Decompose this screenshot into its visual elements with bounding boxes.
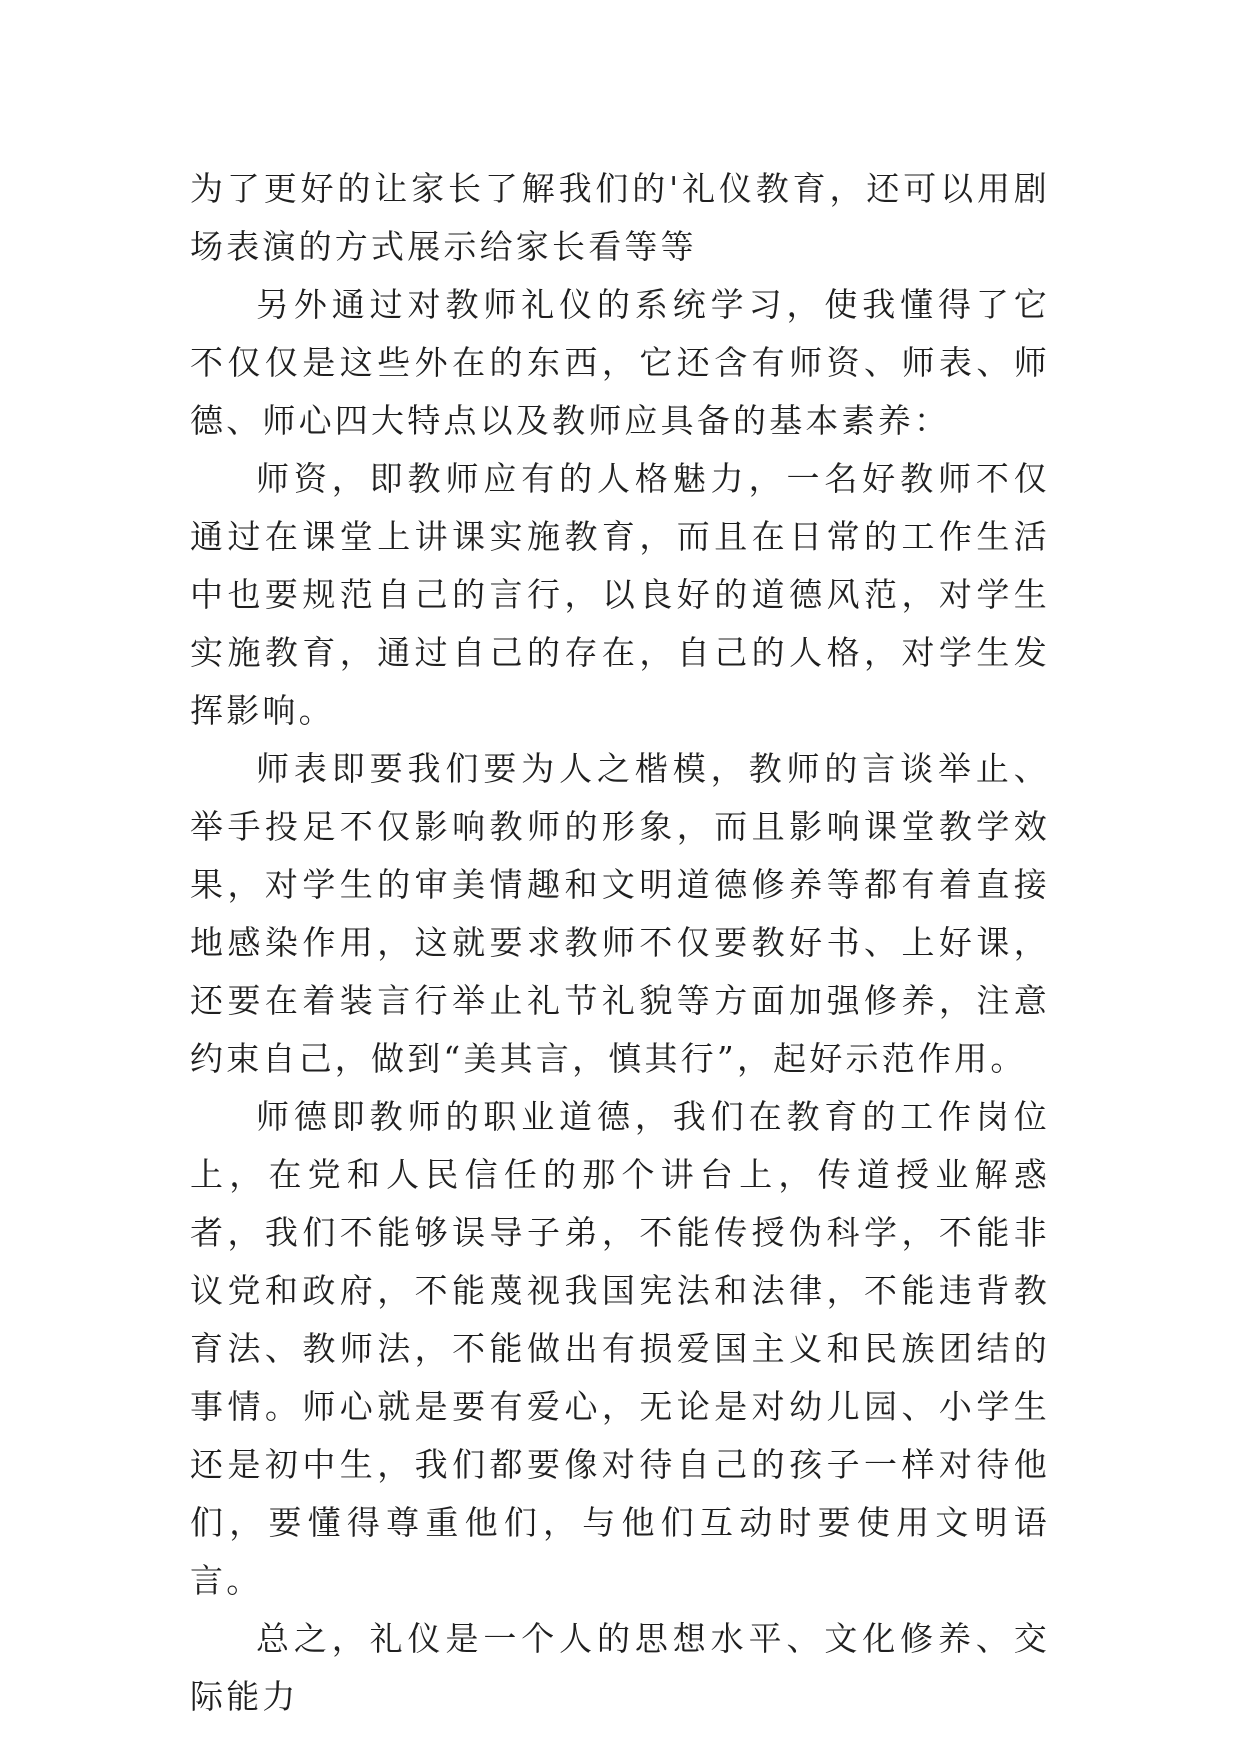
paragraph-1: 为了更好的让家长了解我们的'礼仪教育，还可以用剧场表演的方式展示给家长看等等: [190, 169, 1050, 266]
paragraph-6: 总之，礼仪是一个人的思想水平、文化修养、交际能力: [190, 1619, 1050, 1716]
paragraph-3: 师资，即教师应有的人格魅力，一名好教师不仅通过在课堂上讲课实施教育，而且在日常的工作生活中也要规范自己的言行，以良好的道德风范，对学生实施教育，通过自己的存在，自己的人格，对学生发挥影响。: [190, 459, 1050, 730]
paragraph-2: 另外通过对教师礼仪的系统学习，使我懂得了它不仅仅是这些外在的东西，它还含有师资、师表、师德、师心四大特点以及教师应具备的基本素养：: [190, 285, 1050, 440]
paragraph-5: 师德即教师的职业道德，我们在教育的工作岗位上，在党和人民信任的那个讲台上，传道授业解惑者，我们不能够误导子弟，不能传授伪科学，不能非议党和政府，不能蔑视我国宪法和法律，不能违背教育法、教师法，不能做出有损爱国主义和民族团结的事情。师心就是要有爱心，无论是对幼儿园、小学生还是初中生，我们都要像对待自己的孩子一样对待他们，要懂得尊重他们，与他们互动时要使用文明语言。: [190, 1097, 1050, 1600]
paragraph-4: 师表即要我们要为人之楷模，教师的言谈举止、举手投足不仅影响教师的形象，而且影响课堂教学效果，对学生的审美情趣和文明道德修养等都有着直接地感染作用，这就要求教师不仅要教好书、上好课，还要在着装言行举止礼节礼貌等方面加强修养，注意约束自己，做到“美其言，慎其行”，起好示范作用。: [190, 749, 1050, 1078]
document-body: [190, 160, 1050, 1726]
